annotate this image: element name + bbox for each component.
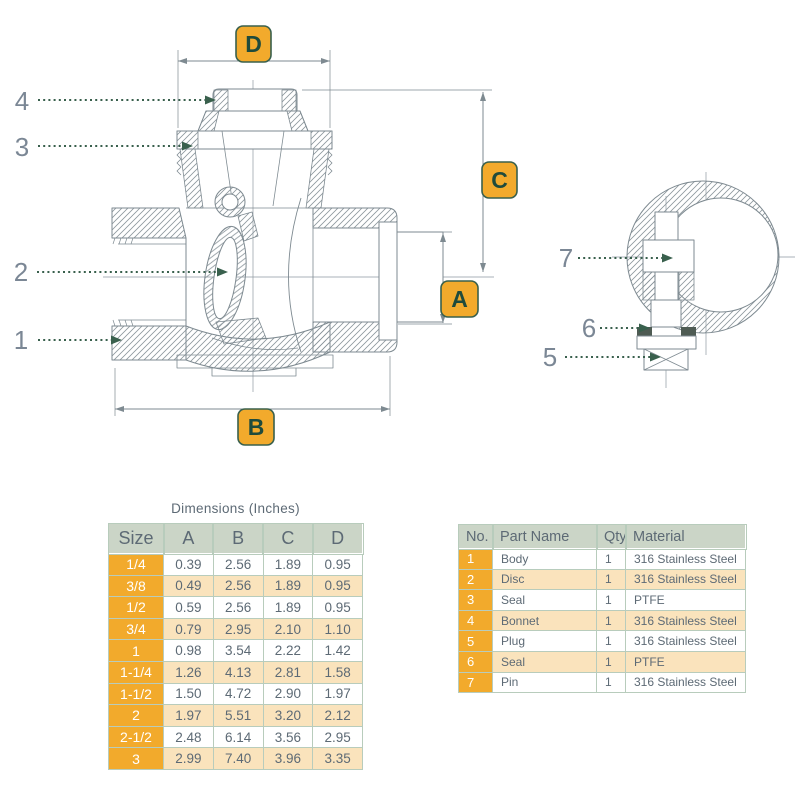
data-cell: Seal <box>493 590 597 611</box>
data-cell: 2.56 <box>213 597 263 619</box>
data-cell: 1.26 <box>164 661 214 683</box>
data-cell: 1.89 <box>263 597 313 619</box>
data-cell: 2.22 <box>263 640 313 662</box>
data-cell: 2.99 <box>164 748 214 770</box>
table-row <box>109 618 363 640</box>
side-section-view <box>612 172 795 388</box>
callout-4: 4 <box>14 86 30 116</box>
callout-3: 3 <box>14 132 30 162</box>
table-row <box>459 569 746 590</box>
row-key-cell: 1/4 <box>109 554 164 576</box>
row-key-cell: 2 <box>459 569 493 590</box>
data-cell: 316 Stainless Steel <box>626 549 746 570</box>
table-row <box>109 683 363 705</box>
data-cell: 1 <box>597 569 626 590</box>
callout-5: 5 <box>542 342 558 372</box>
dimensions-table <box>108 523 363 770</box>
data-cell: 0.49 <box>164 575 214 597</box>
column-header: Qty <box>597 525 626 549</box>
callout-2: 2 <box>13 257 29 287</box>
data-cell: 1 <box>597 651 626 672</box>
table-row <box>109 575 363 597</box>
data-cell: 2.81 <box>263 661 313 683</box>
data-cell: 0.95 <box>313 554 363 576</box>
column-header: D <box>313 524 363 554</box>
data-cell: 1 <box>597 610 626 631</box>
row-key-cell: 2 <box>109 705 164 727</box>
data-cell: 1.50 <box>164 683 214 705</box>
data-cell: 6.14 <box>213 726 263 748</box>
data-cell: 1 <box>597 672 626 693</box>
row-key-cell: 1-1/4 <box>109 661 164 683</box>
row-key-cell: 3/8 <box>109 575 164 597</box>
table-row <box>459 549 746 570</box>
table-row <box>109 726 363 748</box>
data-cell: 4.72 <box>213 683 263 705</box>
parts-table <box>458 524 746 693</box>
main-section-view <box>103 80 494 392</box>
data-cell: 1 <box>597 549 626 570</box>
data-cell: 2.56 <box>213 554 263 576</box>
row-key-cell: 5 <box>459 631 493 652</box>
table-row <box>459 631 746 652</box>
data-cell: 2.12 <box>313 705 363 727</box>
column-header: Size <box>109 524 164 554</box>
data-cell: 7.40 <box>213 748 263 770</box>
row-key-cell: 2-1/2 <box>109 726 164 748</box>
data-cell: 0.98 <box>164 640 214 662</box>
data-cell: Seal <box>493 651 597 672</box>
data-cell: 1 <box>597 631 626 652</box>
data-cell: 3.54 <box>213 640 263 662</box>
data-cell: 316 Stainless Steel <box>626 672 746 693</box>
table-row <box>109 705 363 727</box>
data-cell: 3.35 <box>313 748 363 770</box>
data-cell: 5.51 <box>213 705 263 727</box>
data-cell: 2.10 <box>263 618 313 640</box>
column-header: Part Name <box>493 525 597 549</box>
data-cell: Disc <box>493 569 597 590</box>
dim-label-c: C <box>491 167 508 193</box>
column-header: No. <box>459 525 493 549</box>
table-row <box>109 597 363 619</box>
row-key-cell: 1 <box>459 549 493 570</box>
row-key-cell: 4 <box>459 610 493 631</box>
table-row <box>109 640 363 662</box>
row-key-cell: 1-1/2 <box>109 683 164 705</box>
data-cell: 0.39 <box>164 554 214 576</box>
data-cell: 0.95 <box>313 597 363 619</box>
table-row <box>109 748 363 770</box>
row-key-cell: 3/4 <box>109 618 164 640</box>
data-cell: 3.56 <box>263 726 313 748</box>
data-cell: Plug <box>493 631 597 652</box>
data-cell: 1.97 <box>313 683 363 705</box>
data-cell: 1 <box>597 590 626 611</box>
data-cell: 2.95 <box>313 726 363 748</box>
dim-label-d: D <box>245 31 262 57</box>
data-cell: 316 Stainless Steel <box>626 610 746 631</box>
data-cell: 1.42 <box>313 640 363 662</box>
data-cell: 3.96 <box>263 748 313 770</box>
data-cell: 316 Stainless Steel <box>626 631 746 652</box>
row-key-cell: 3 <box>109 748 164 770</box>
data-cell: 1.58 <box>313 661 363 683</box>
table-row <box>459 610 746 631</box>
data-cell: Bonnet <box>493 610 597 631</box>
data-cell: Pin <box>493 672 597 693</box>
data-cell: PTFE <box>626 651 746 672</box>
dim-label-a: A <box>451 286 468 312</box>
column-header: C <box>263 524 313 554</box>
table-row <box>459 651 746 672</box>
row-key-cell: 7 <box>459 672 493 693</box>
data-cell: Body <box>493 549 597 570</box>
data-cell: 0.95 <box>313 575 363 597</box>
row-key-cell: 3 <box>459 590 493 611</box>
data-cell: 2.95 <box>213 618 263 640</box>
data-cell: 0.59 <box>164 597 214 619</box>
data-cell: 4.13 <box>213 661 263 683</box>
table-row <box>459 590 746 611</box>
callout-7: 7 <box>558 243 574 273</box>
dimensions-table-title: Dimensions (Inches) <box>171 501 300 516</box>
column-header: Material <box>626 525 746 549</box>
column-header: A <box>164 524 214 554</box>
callout-6: 6 <box>581 313 597 343</box>
callout-1: 1 <box>13 325 29 355</box>
data-cell: 1.89 <box>263 554 313 576</box>
data-cell: 1.89 <box>263 575 313 597</box>
column-header: B <box>213 524 263 554</box>
row-key-cell: 6 <box>459 651 493 672</box>
row-key-cell: 1 <box>109 640 164 662</box>
data-cell: 0.79 <box>164 618 214 640</box>
data-cell: 316 Stainless Steel <box>626 569 746 590</box>
dim-label-b: B <box>247 414 265 440</box>
data-cell: 1.97 <box>164 705 214 727</box>
data-cell: 2.48 <box>164 726 214 748</box>
data-cell: 3.20 <box>263 705 313 727</box>
table-row <box>109 661 363 683</box>
row-key-cell: 1/2 <box>109 597 164 619</box>
data-cell: 1.10 <box>313 618 363 640</box>
table-row <box>109 554 363 576</box>
data-cell: 2.90 <box>263 683 313 705</box>
data-cell: PTFE <box>626 590 746 611</box>
table-row <box>459 672 746 693</box>
data-cell: 2.56 <box>213 575 263 597</box>
